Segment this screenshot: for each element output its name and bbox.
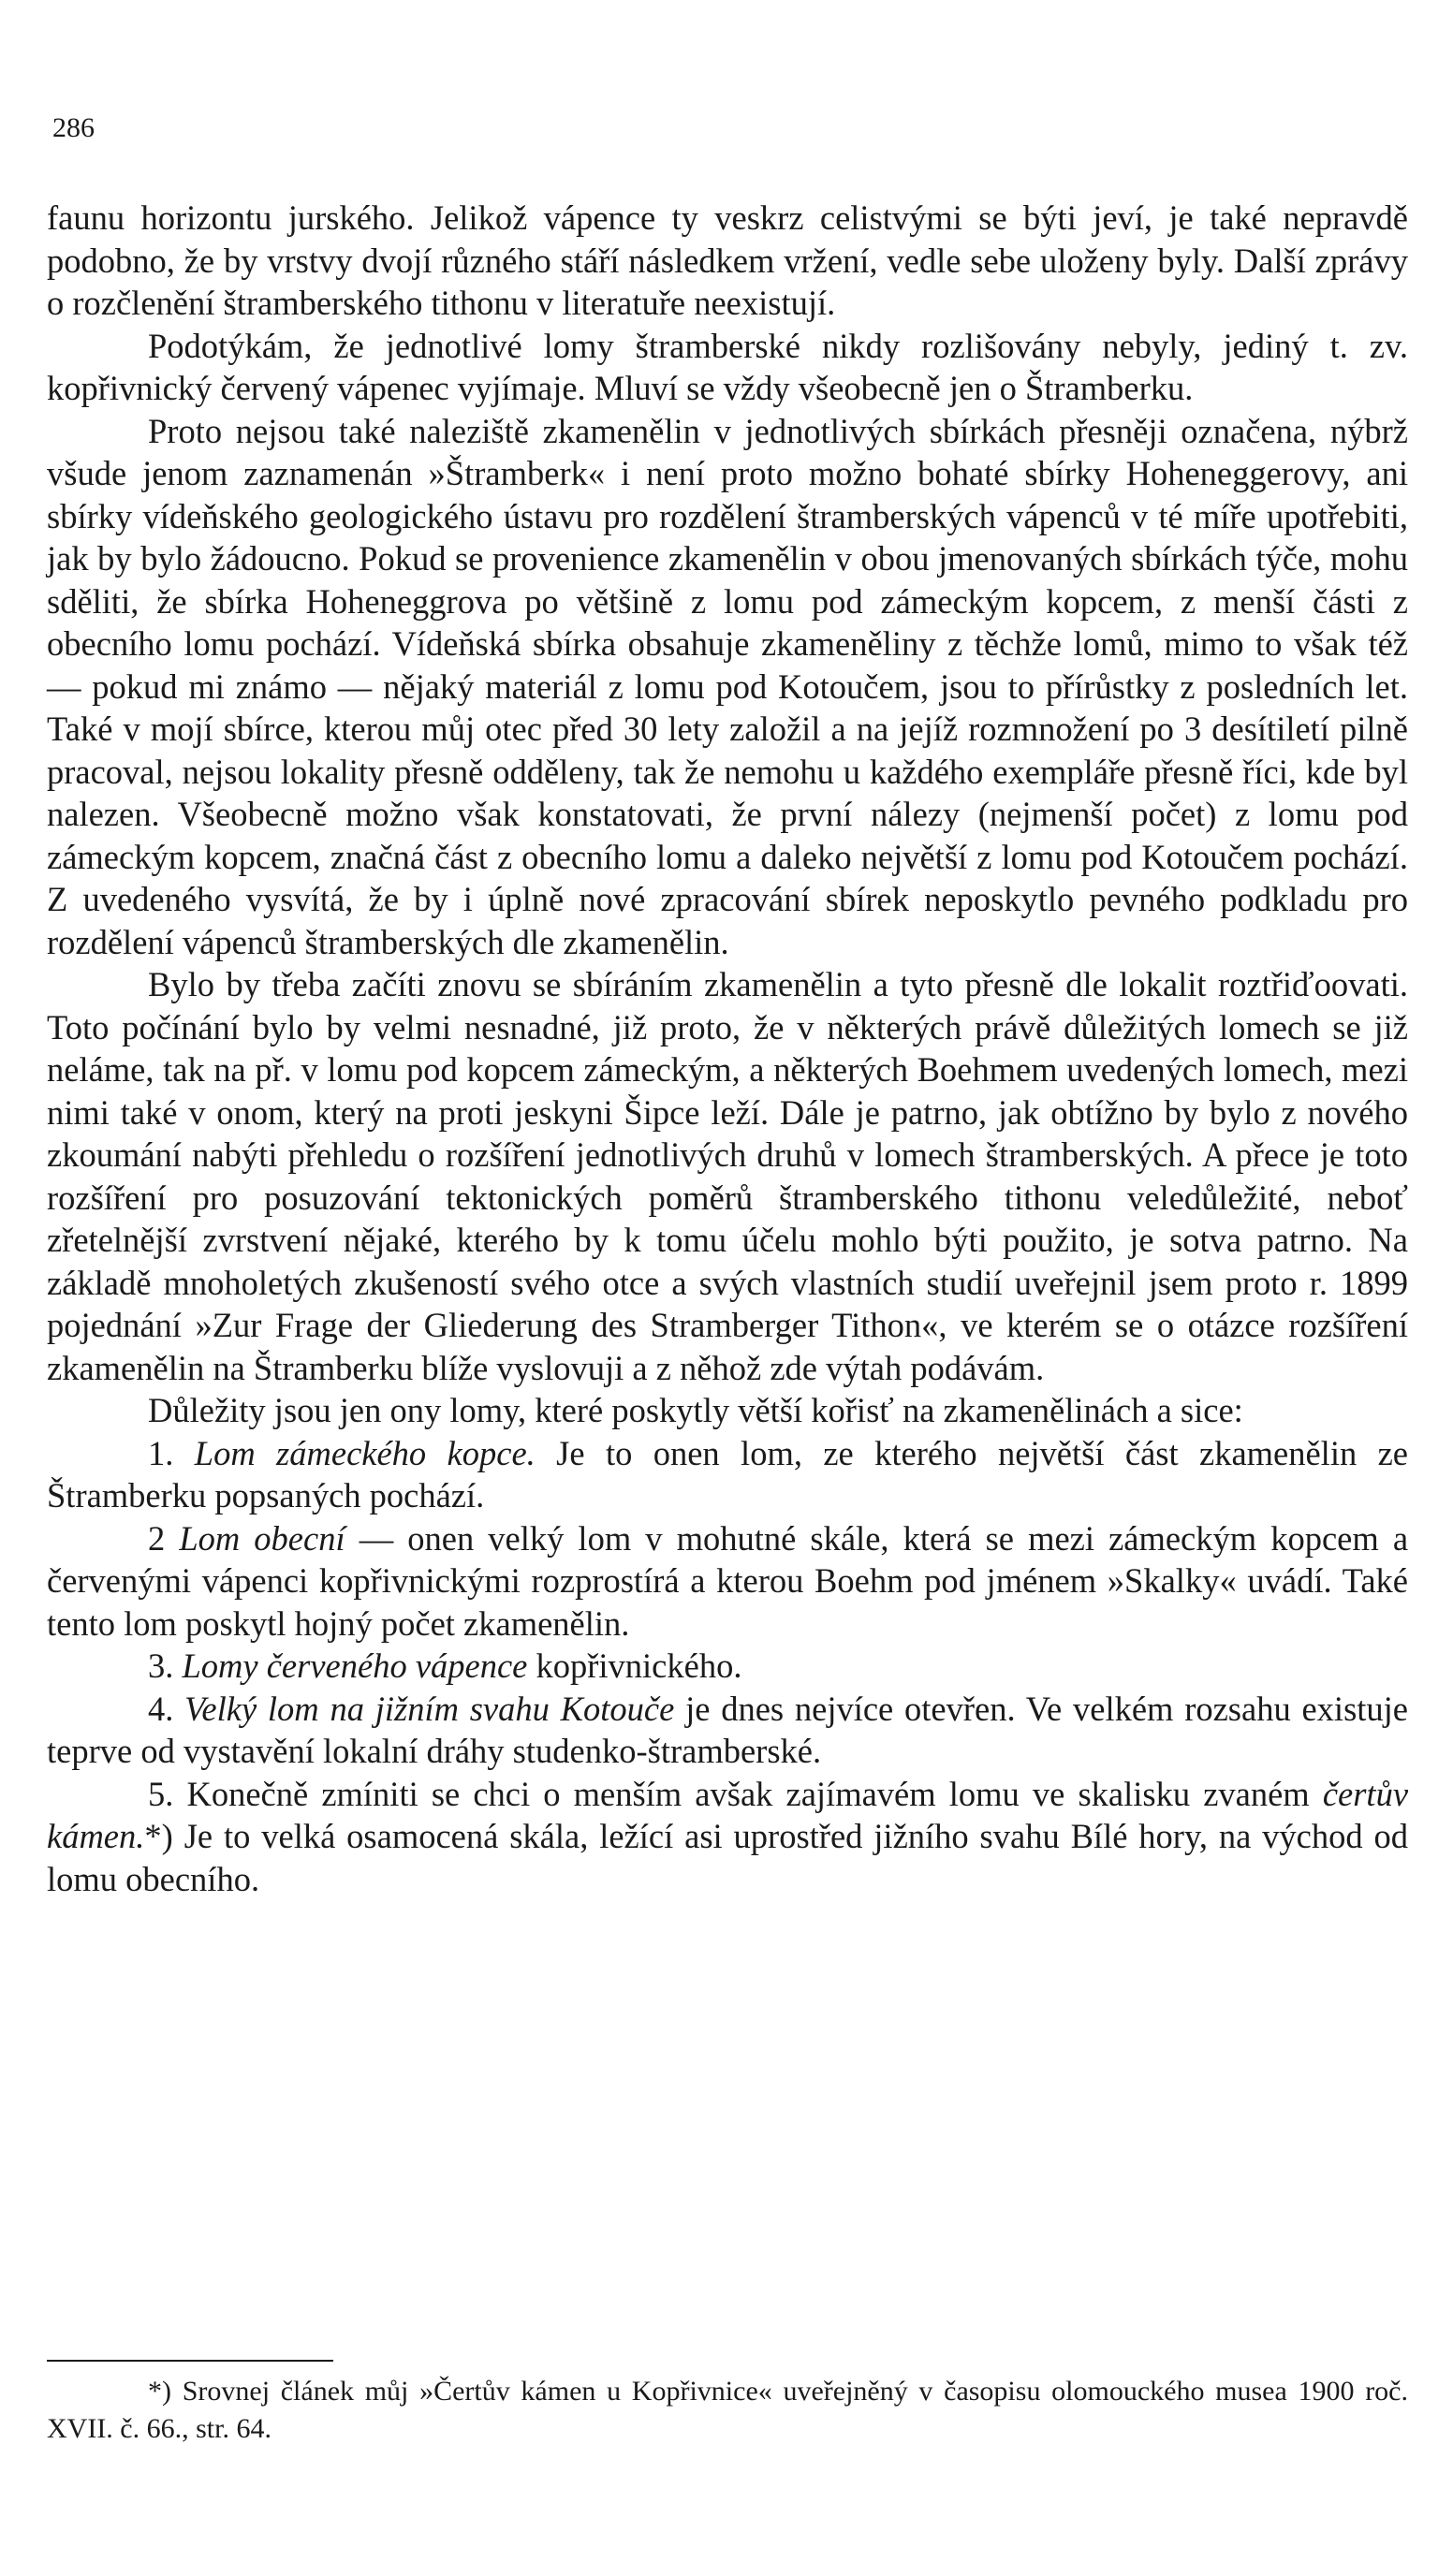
page-number: 286 <box>52 112 95 143</box>
list-item-text: Je to velká osamocená skála, ležící asi uprostřed jižního svahu Bílé hory, na východ od lomu obecního. <box>47 1817 1408 1898</box>
list-item-2 <box>47 1517 1408 1646</box>
list-item-number: 3. <box>148 1647 174 1685</box>
paragraph-4: Bylo by třeba začíti znovu se sbíráním zkamenělin a tyto přesně dle lokalit roztřiďoovati. Toto počínání bylo by velmi nesnadné, již proto, že v některých právě důležitých lomech se již neláme, tak na př. v lomu pod kopcem zámeckým, a některých Boehmem uvedených lomech, mezi nimi také v onom, který na proti jeskyni Šipce leží. Dále je patrno, jak obtížno by bylo z nového zkoumání nabýti přehledu o rozšíření jednotlivých druhů v lomech štramberských. A přece je toto rozšíření pro posuzování tektonických poměrů štramberského tithonu veledůležité, neboť zřetelnější zvrstvení nějaké, kterého by k tomu účelu mohlo býti použito, je sotva patrno. Na základě mnoholetých zkušeností svého otce a svých vlastních studií uveřejnil jsem proto r. 1899 pojednání »Zur Frage der Gliederung des Stramberger Tithon«, ve kterém se o otázce rozšíření zkamenělin na Štramberku blíže vyslovuji a z něhož zde výtah podávám. <box>47 965 1408 1387</box>
list-item-4 <box>47 1688 1408 1773</box>
list-item-number: 5. <box>148 1774 174 1813</box>
list-item-title: Velký lom na jižním svahu Kotouče <box>184 1689 675 1728</box>
list-item-1 <box>47 1432 1408 1517</box>
list-item-number: 2 <box>148 1518 166 1558</box>
footnote-reference: *) <box>144 1817 173 1855</box>
main-text <box>47 197 1408 1900</box>
paragraph-3: Proto nejsou také naleziště zkamenělin v jednotlivých sbírkách přesněji označena, nýbrž všude jenom zaznamenán »Štramberk« i není proto možno bohaté sbírky Hoheneggerovy, ani sbírky vídeňského geologického ústavu pro rozdělení štramberských vápenců v té míře upotřebiti, jak by bylo žádoucno. Pokud se provenience zkamenělin v obou jmenovaných sbírkách týče, mohu sděliti, že sbírka Hoheneggrova po většině z lomu pod zámeckým kopcem, z menší části z obecního lomu pochází. Vídeňská sbírka obsahuje zkameněliny z těchže lomů, mimo to však též — pokud mi známo — nějaký materiál z lomu pod Kotoučem, jsou to přírůstky z posledních let. Také v mojí sbírce, kterou můj otec před 30 lety založil a na jejíž rozmnožení po 3 desítiletí pilně pracoval, nejsou lokality přesně odděleny, tak že nemohu u každého exempláře přesně říci, kde byl nalezen. Všeobecně možno však konstatovati, že první nálezy (nejmenší počet) z lomu pod zámeckým kopcem, značná část z obecního lomu a daleko největší z lomu pod Kotoučem pochází. Z uvedeného vysvítá, že by i úplně nové zpracování sbírek neposkytlo pevného podkladu pro rozdělení vápenců štramberských dle zkamenělin. <box>47 411 1408 961</box>
list-item-lead: Konečně zmíniti se chci o menším avšak zajímavém lomu ve skalisku zvaném <box>186 1774 1310 1813</box>
paragraph-2: Podotýkám, že jednotlivé lomy štramberské nikdy rozlišovány nebyly, jediný t. zv. kopřivnický červený vápenec vyjímaje. Mluví se vždy všeobecně jen o Štramberku. <box>47 326 1408 407</box>
list-item-text: Je to onen lom, ze kterého největší část zkamenělin ze Štramberku popsaných pochází. <box>47 1433 1409 1515</box>
list-item-5 <box>47 1773 1408 1901</box>
list-item-title: Lom zámeckého kopce. <box>194 1433 536 1472</box>
paragraph-5: Důležity jsou jen ony lomy, které poskytly větší kořisť na zkamenělinách a sice: <box>148 1391 1243 1429</box>
list-item-text: — onen velký lom v mohutné skále, která se mezi zámeckým kopcem a červenými vápenci kopřivnickými rozprostírá a kterou Boehm pod jménem »Skalky« uvádí. Také tento lom poskytl hojný počet zkamenělin. <box>47 1518 1409 1643</box>
list-item-text: je dnes nejvíce otevřen. Ve velkém rozsahu existuje teprve od vystavění lokalní dráhy studenko-štramberské. <box>47 1689 1409 1770</box>
list-item-number: 1. <box>148 1433 174 1472</box>
list-item-3 <box>47 1645 1408 1688</box>
list-item-title: čertův kámen. <box>47 1774 1409 1855</box>
list-item-text: kopřivnického. <box>536 1647 742 1685</box>
list-item-title: Lomy červeného vápence <box>182 1647 528 1685</box>
paragraph-1: faunu horizontu jurského. Jelikož vápence ty veskrz celistvými se býti jeví, je také nepravdě podobno, že by vrstvy dvojí různého stáří následkem vržení, vedle sebe uloženy byly. Další zprávy o rozčlenění štramberského tithonu v literatuře neexistují. <box>47 198 1408 322</box>
list-item-number: 4. <box>148 1689 174 1728</box>
footnote-marker: *) <box>148 2376 171 2407</box>
list-item-title: Lom obecní <box>179 1518 345 1558</box>
footnote-text: Srovnej článek můj »Čertův kámen u Kopřivnice« uveřejněný v časopisu olomouckého musea 1900 roč. XVII. č. 66., str. 64. <box>47 2376 1408 2444</box>
footnote <box>47 2373 1408 2448</box>
footnote-divider <box>47 2360 333 2362</box>
